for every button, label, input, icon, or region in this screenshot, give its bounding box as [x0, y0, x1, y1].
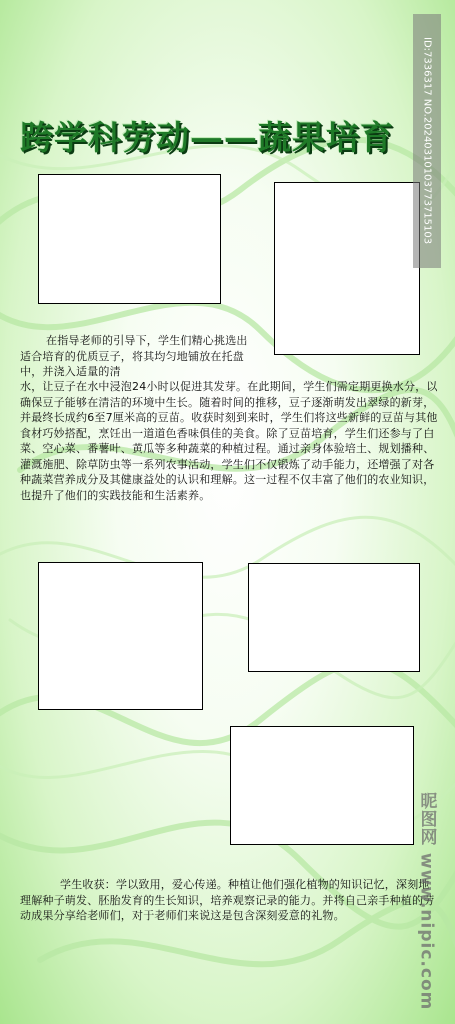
photo-frame-5 [230, 726, 414, 845]
photo-frame-4 [248, 563, 420, 672]
intro-paragraph-body: 水，让豆子在水中浸泡24小时以促进其发芽。在此期间，学生们需定期更换水分，以确保豆子能够在清洁的环境中生长。随着时间的推移，豆子逐渐萌发出翠绿的新芽，并最终长成约6至7厘米高的豆苗。收获时刻到来时，学生们将这些新鲜的豆苗与其他食材巧妙搭配，烹饪出一道道色香味俱佳的美食。除了豆苗培育，学生们还参与了白菜、空心菜、番薯叶、黄瓜等多种蔬菜的种植过程。通过亲身体验培土、规划播种、灌溉施肥、除草防虫等一系列农事活动，学生们不仅锻炼了动手能力，还增强了对各种蔬菜营养成分及其健康益处的认识和理解。这一过程不仅丰富了他们的农业知识，也提升了他们的实践技能和生活素养。 [20, 380, 438, 502]
harvest-paragraph: 学生收获：学以致用，爱心传递。种植让他们强化植物的知识记忆，深刻地理解种子萌发、胚胎发育的生长知识，培养观察记录的能力。并将自己亲手种植的劳动成果分享给老师们，对于老师们来说这是包含深刻爱意的礼物。 [20, 878, 435, 922]
watermark-id-strip [413, 14, 441, 268]
photo-frame-3 [38, 562, 203, 710]
intro-paragraph-lead: 在指导老师的引导下，学生们精心挑选出适合培育的优质豆子，将其均匀地铺放在托盘中，并浇入适量的清 [20, 334, 248, 378]
watermark-site [412, 786, 442, 1016]
page-title: 跨学科劳动——蔬果培育 [20, 118, 394, 156]
photo-frame-1 [38, 174, 221, 304]
photo-frame-2 [274, 182, 420, 355]
watermark-site-text: 昵图网 www.nipic.com [416, 791, 437, 1011]
watermark-id-text: ID:7336317 NO.20240310103773715103 [421, 37, 433, 245]
